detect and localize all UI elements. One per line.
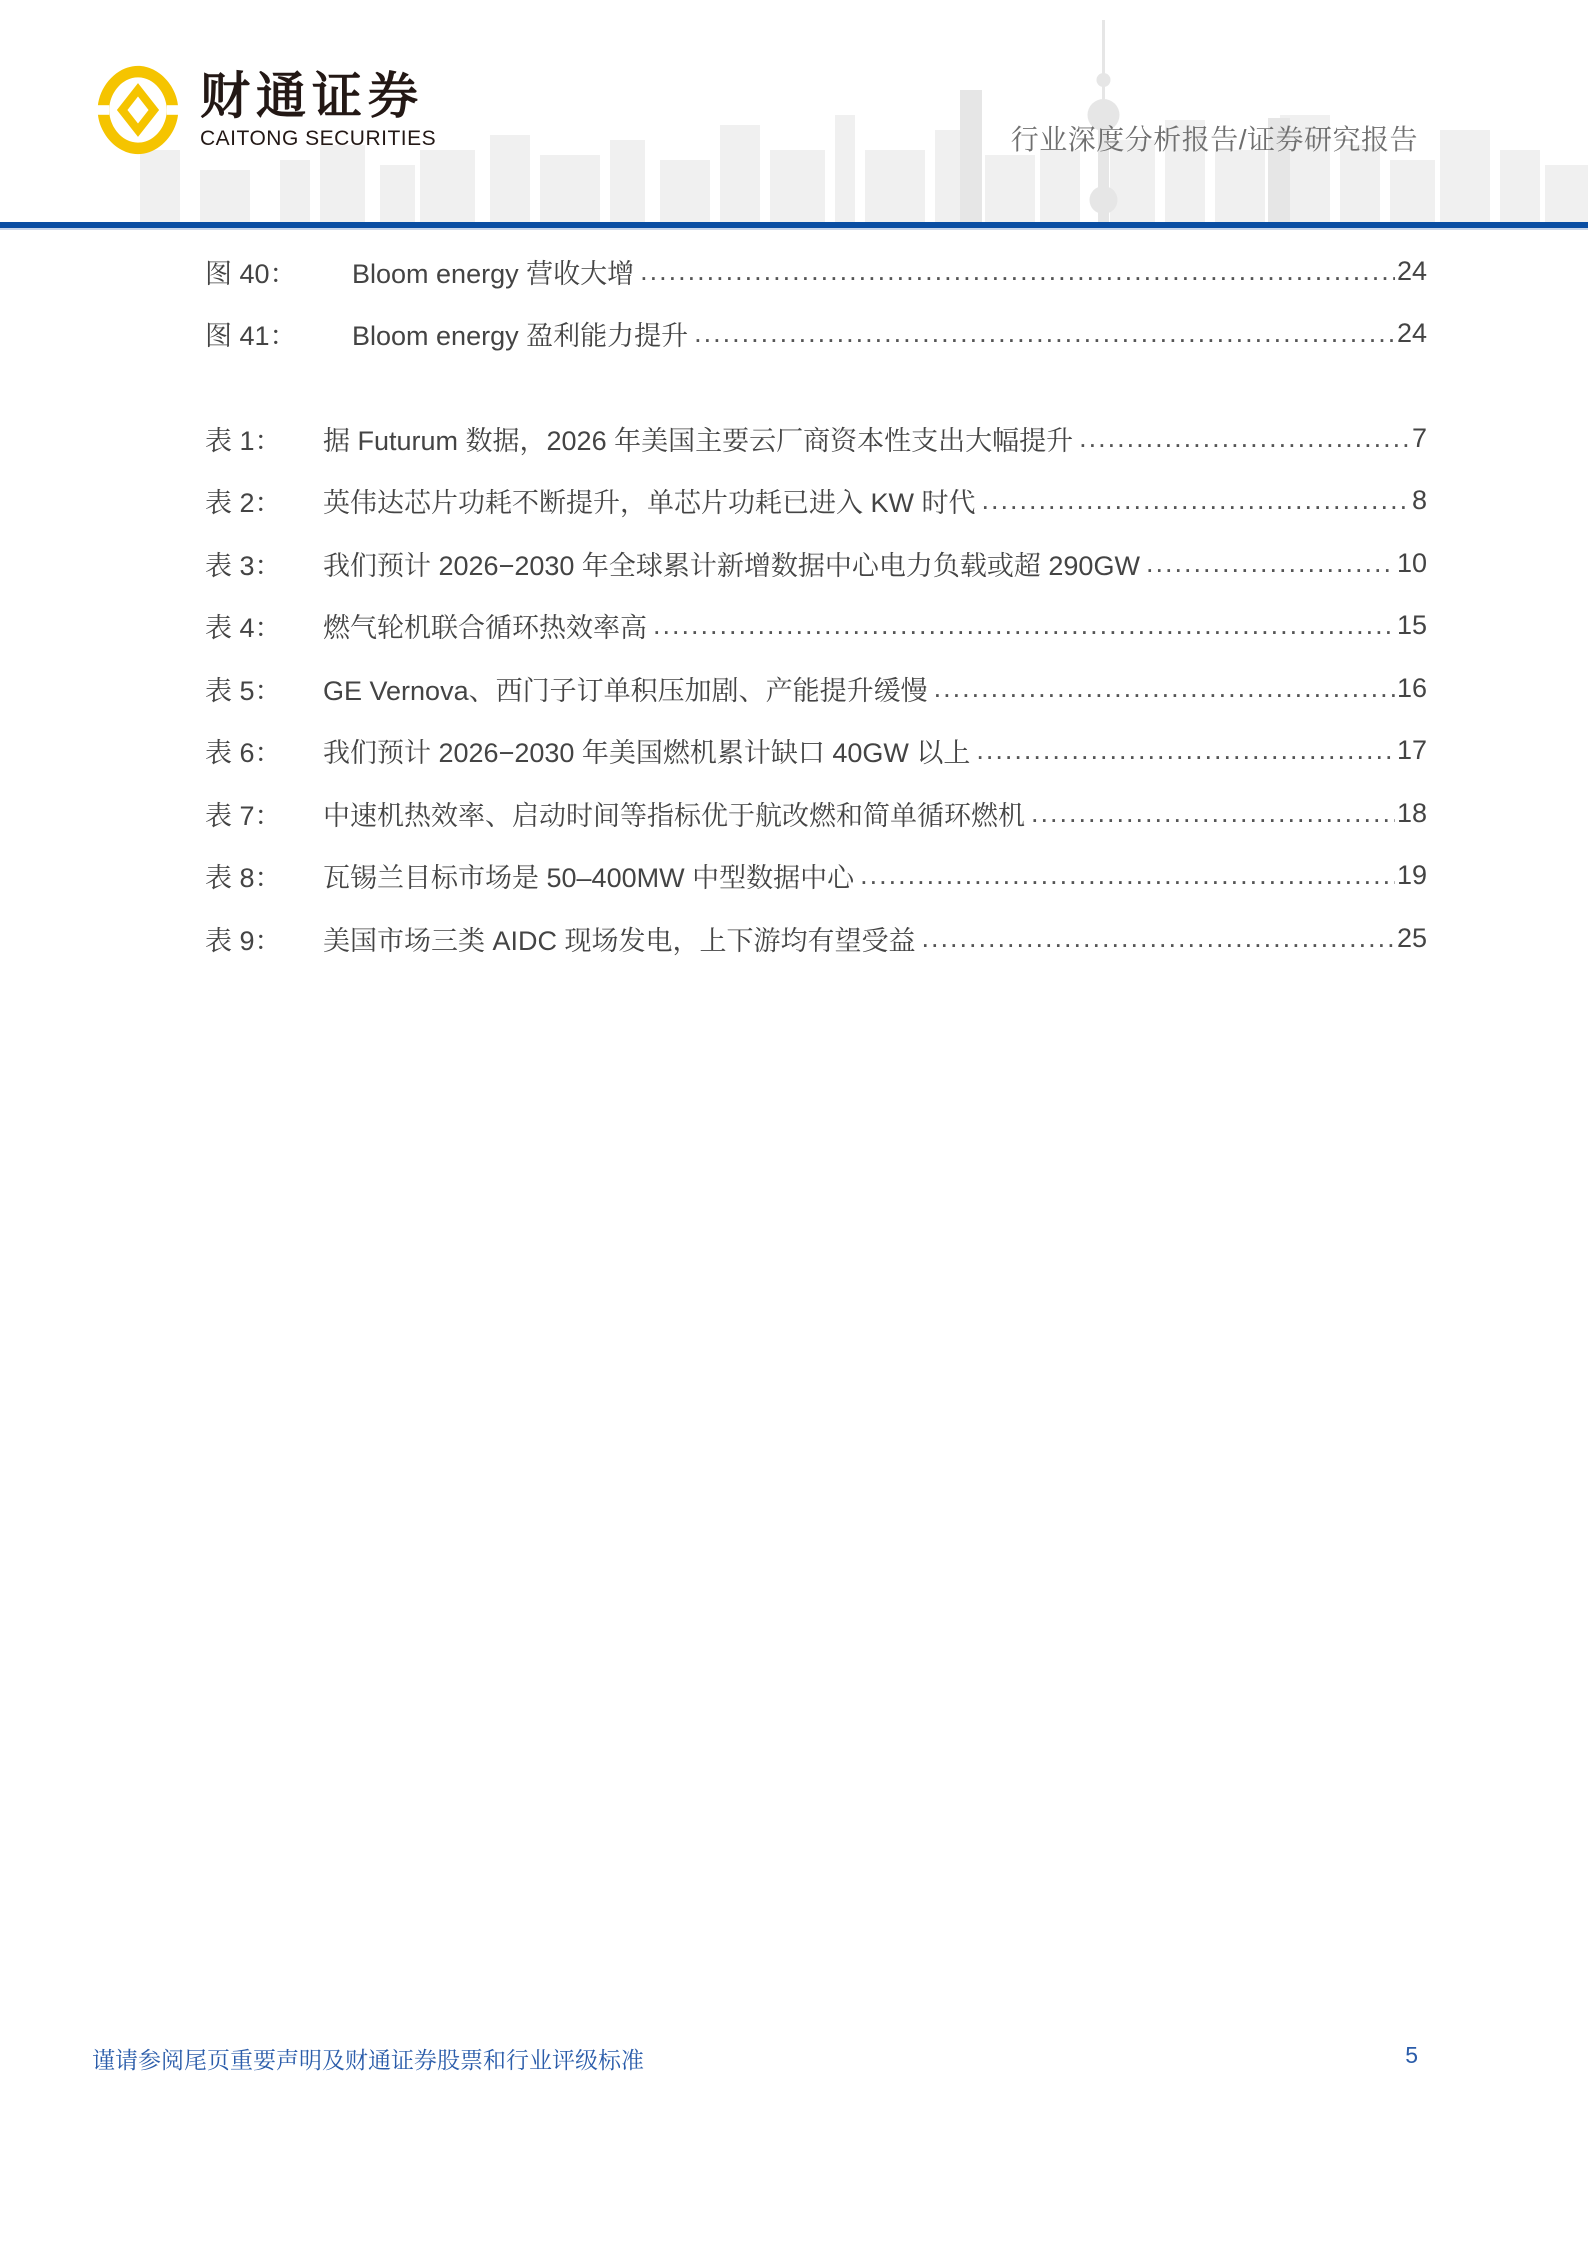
logo-chinese-name: 财通证券 xyxy=(200,66,424,125)
company-logo xyxy=(90,60,436,160)
toc-entry-page: 10 xyxy=(1396,547,1427,578)
toc-entry-title: Bloom energy 营收大增 xyxy=(352,258,635,289)
toc-entry-table-9[interactable] xyxy=(205,907,1427,970)
toc-dot-leader xyxy=(976,735,1395,766)
toc-entry-label: 表 4： xyxy=(205,613,282,644)
toc-entry-page: 8 xyxy=(1411,485,1427,516)
toc-entry-figure-41[interactable] xyxy=(205,303,1427,366)
report-type-label: 行业深度分析报告/证券研究报告 xyxy=(1010,124,1418,155)
toc-entry-label: 表 3： xyxy=(205,550,282,581)
toc-entry-title: 燃气轮机联合循环热效率高 xyxy=(323,613,647,644)
toc-entry-title: 瓦锡兰目标市场是 50–400MW 中型数据中心 xyxy=(323,863,855,894)
header-divider-shadow xyxy=(0,228,1588,230)
toc-entry-page: 17 xyxy=(1396,735,1427,766)
toc-entry-page: 24 xyxy=(1396,255,1427,286)
toc-entry-label: 表 7： xyxy=(205,800,282,831)
toc-dot-leader xyxy=(653,610,1395,641)
toc-entry-table-7[interactable] xyxy=(205,782,1427,845)
toc-entry-label: 表 9： xyxy=(205,925,282,956)
toc-entry-table-5[interactable] xyxy=(205,657,1427,720)
toc-entry-page: 7 xyxy=(1411,422,1427,453)
footer-disclaimer: 谨请参阅尾页重要声明及财通证券股票和行业评级标准 xyxy=(92,2047,644,2073)
toc-entry-figure-40[interactable] xyxy=(205,240,1427,303)
toc-dot-leader xyxy=(982,485,1410,516)
toc-dot-leader xyxy=(1031,798,1395,829)
toc-entry-page: 16 xyxy=(1396,672,1427,703)
page-footer xyxy=(92,2042,1418,2075)
toc-entry-table-8[interactable] xyxy=(205,845,1427,908)
toc-entry-title: 我们预计 2026−2030 年全球累计新增数据中心电力负载或超 290GW xyxy=(323,550,1140,581)
page-number: 5 xyxy=(1405,2042,1418,2068)
toc-entry-page: 15 xyxy=(1396,610,1427,641)
toc-entry-title: 据 Futurum 数据，2026 年美国主要云厂商资本性支出大幅提升 xyxy=(323,425,1074,456)
toc-entry-title: 中速机热效率、启动时间等指标优于航改燃和简单循环燃机 xyxy=(323,800,1025,831)
toc-entry-page: 19 xyxy=(1396,860,1427,891)
toc-entry-label: 表 1： xyxy=(205,425,282,456)
toc-entry-label: 表 6： xyxy=(205,738,282,769)
toc-entry-table-3[interactable] xyxy=(205,532,1427,595)
toc-entry-table-4[interactable] xyxy=(205,595,1427,658)
toc-entry-label: 表 5： xyxy=(205,675,282,706)
toc-entry-title: 英伟达芯片功耗不断提升，单芯片功耗已进入 KW 时代 xyxy=(323,488,976,519)
toc-entry-label: 图 40： xyxy=(205,258,297,289)
logo-english-name: CAITONG SECURITIES xyxy=(200,127,437,150)
toc-entry-page: 18 xyxy=(1396,797,1427,828)
toc-entry-title: 我们预计 2026−2030 年美国燃机累计缺口 40GW 以上 xyxy=(323,738,971,769)
toc-entry-page: 25 xyxy=(1396,922,1427,953)
toc-dot-leader xyxy=(694,318,1395,349)
toc-section-gap xyxy=(205,365,1427,407)
toc-entry-table-2[interactable] xyxy=(205,470,1427,533)
toc-dot-leader xyxy=(860,860,1395,891)
toc-entry-table-1[interactable] xyxy=(205,407,1427,470)
toc-entry-title: GE Vernova、西门子订单积压加剧、产能提升缓慢 xyxy=(323,675,928,706)
toc-entry-table-6[interactable] xyxy=(205,720,1427,783)
table-of-contents xyxy=(205,240,1427,970)
toc-dot-leader xyxy=(934,673,1395,704)
toc-dot-leader xyxy=(640,256,1395,287)
toc-entry-label: 图 41： xyxy=(205,321,297,352)
toc-entry-title: 美国市场三类 AIDC 现场发电，上下游均有望受益 xyxy=(323,925,916,956)
caitong-logo-icon xyxy=(90,60,186,160)
page-header xyxy=(0,0,1588,232)
toc-dot-leader xyxy=(1079,423,1410,454)
toc-entry-title: Bloom energy 盈利能力提升 xyxy=(352,321,689,352)
toc-entry-page: 24 xyxy=(1396,318,1427,349)
toc-dot-leader xyxy=(922,923,1395,954)
toc-entry-label: 表 8： xyxy=(205,863,282,894)
toc-dot-leader xyxy=(1146,548,1395,579)
toc-entry-label: 表 2： xyxy=(205,488,282,519)
